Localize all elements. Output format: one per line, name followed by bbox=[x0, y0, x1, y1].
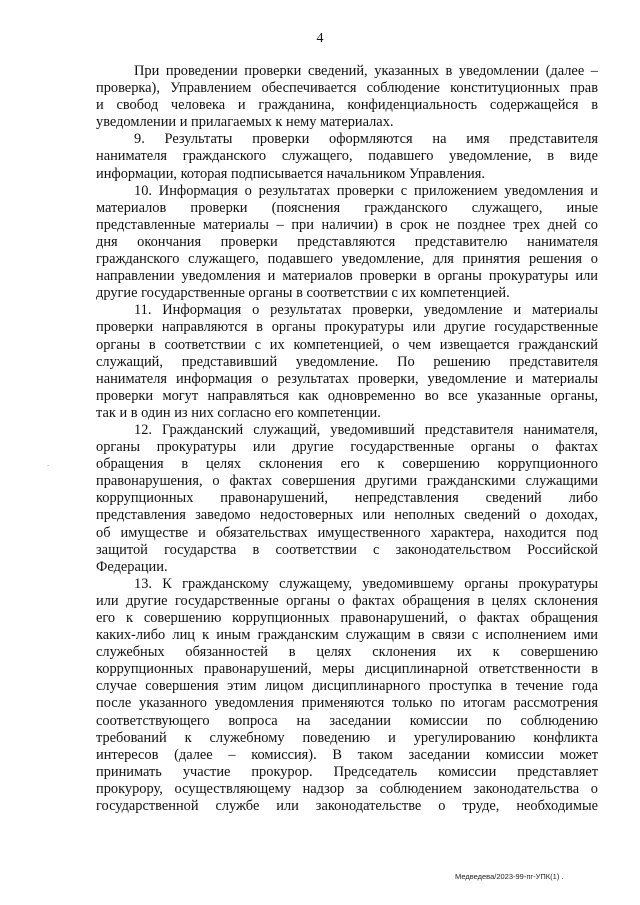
paragraph-9 bbox=[96, 131, 598, 182]
text-line: органы в соответствии с их компетенцией, о чем извещается гражданский bbox=[96, 336, 598, 353]
text-line: органы прокуратуры или другие государственные органы о фактах bbox=[96, 439, 598, 456]
text-line: представленные материалы – при наличии) в срок не позднее трех дней со bbox=[96, 216, 598, 233]
text-line: дня окончания проверки представляются представителю нанимателя bbox=[96, 233, 598, 250]
text-line: и свобод человека и гражданина, конфиденциальность содержащейся в bbox=[96, 97, 598, 114]
paragraph-10 bbox=[96, 183, 598, 303]
text-line: информации, которая подписывается начальником Управления. bbox=[96, 165, 485, 182]
document-body bbox=[96, 63, 598, 815]
text-line: об имуществе и обязательствах имущественного характера, находится под bbox=[96, 524, 598, 541]
paragraph-intro bbox=[96, 63, 598, 131]
text-line: требований к служебному поведению и урегулированию конфликта bbox=[96, 729, 598, 746]
text-line: нанимателя информация о результатах проверки, уведомление и материалы bbox=[96, 370, 598, 387]
text-line: или другие государственные органы о фактах обращения в целях склонения bbox=[96, 592, 598, 609]
text-line: каких-либо лиц к иным гражданским служащим в связи с исполнением ими bbox=[96, 627, 598, 644]
text-line: гражданского служащего, подавшего уведомление, для принятия решения о bbox=[96, 251, 598, 268]
text-line: проверки могут направляться как одновременно во все указанные органы, bbox=[96, 387, 598, 404]
text-line: так и в один из них согласно его компетенции. bbox=[96, 404, 381, 421]
text-line: коррупционных правонарушений, непредставления сведений либо bbox=[96, 490, 598, 507]
paragraph-12 bbox=[96, 422, 598, 576]
text-line: направлении уведомления и материалов проверки в органы прокуратуры или bbox=[96, 268, 598, 285]
text-line: 10. Информация о результатах проверки с приложением уведомления и bbox=[134, 182, 598, 199]
text-line: проверка), Управлением обеспечивается соблюдение конституционных прав bbox=[96, 80, 598, 97]
text-line: после указанного уведомления применяются только по итогам рассмотрения bbox=[96, 695, 598, 712]
text-line: защитой государства в соответствии с законодательством Российской bbox=[96, 541, 598, 558]
text-line: другие государственные органы в соответствии с их компетенцией. bbox=[96, 285, 510, 302]
text-line: служебных обязанностей в целях склонения их к совершению bbox=[96, 644, 598, 661]
paragraph-13 bbox=[96, 576, 598, 815]
page-number: 4 bbox=[316, 31, 324, 46]
text-line: случае совершения этим лицом дисциплинарного проступка в течение года bbox=[96, 678, 598, 695]
text-line: уведомлении и прилагаемых к нему материалах. bbox=[96, 114, 394, 131]
text-line: 13. К гражданскому служащему, уведомившему органы прокуратуры bbox=[134, 575, 598, 592]
text-line: проверки направляются в органы прокуратуры или другие государственные bbox=[96, 319, 598, 336]
text-line: служащий, представивший уведомление. По решению представителя bbox=[96, 353, 598, 370]
text-line: При проведении проверки сведений, указанных в уведомлении (далее – bbox=[134, 63, 598, 79]
text-line: соответствующего вопроса на заседании комиссии по соблюдению bbox=[96, 712, 598, 729]
text-line: материалов проверки (пояснения гражданского служащего, иные bbox=[96, 199, 598, 216]
text-line: принимать участие прокурор. Председатель комиссии представляет bbox=[96, 763, 598, 780]
text-line: 12. Гражданский служащий, уведомивший представителя нанимателя, bbox=[134, 421, 598, 438]
text-line: его к совершению коррупционных правонарушений, о фактах обращения bbox=[96, 610, 598, 626]
text-line: прокурору, осуществляющему надзор за соблюдением законодательства о bbox=[96, 780, 598, 797]
text-line: нанимателя гражданского служащего, подавшего уведомление, в виде bbox=[96, 148, 598, 165]
paragraph-11 bbox=[96, 302, 598, 422]
text-line: государственной службе или законодательстве о труде, необходимые bbox=[96, 798, 598, 815]
text-line: 11. Информация о результатах проверки, уведомление и материалы bbox=[134, 302, 598, 319]
text-line: коррупционных правонарушений, меры дисциплинарной ответственности в bbox=[96, 661, 598, 678]
text-line: обращения в целях склонения его к совершению коррупционного bbox=[96, 456, 598, 473]
text-line: представления заведомо недостоверных или неполных сведений о доходах, bbox=[96, 507, 598, 524]
text-line: Федерации. bbox=[96, 558, 168, 575]
text-line: 9. Результаты проверки оформляются на имя представителя bbox=[134, 131, 598, 148]
text-line: интересов (далее – комиссия). В таком заседании комиссии может bbox=[96, 746, 598, 763]
margin-mark: . bbox=[47, 458, 50, 468]
text-line: правонарушения, о фактах совершения другими гражданскими служащими bbox=[96, 473, 598, 490]
document-footer-id: Медведева/2023-99-пг-УПК(1) . bbox=[455, 872, 564, 881]
